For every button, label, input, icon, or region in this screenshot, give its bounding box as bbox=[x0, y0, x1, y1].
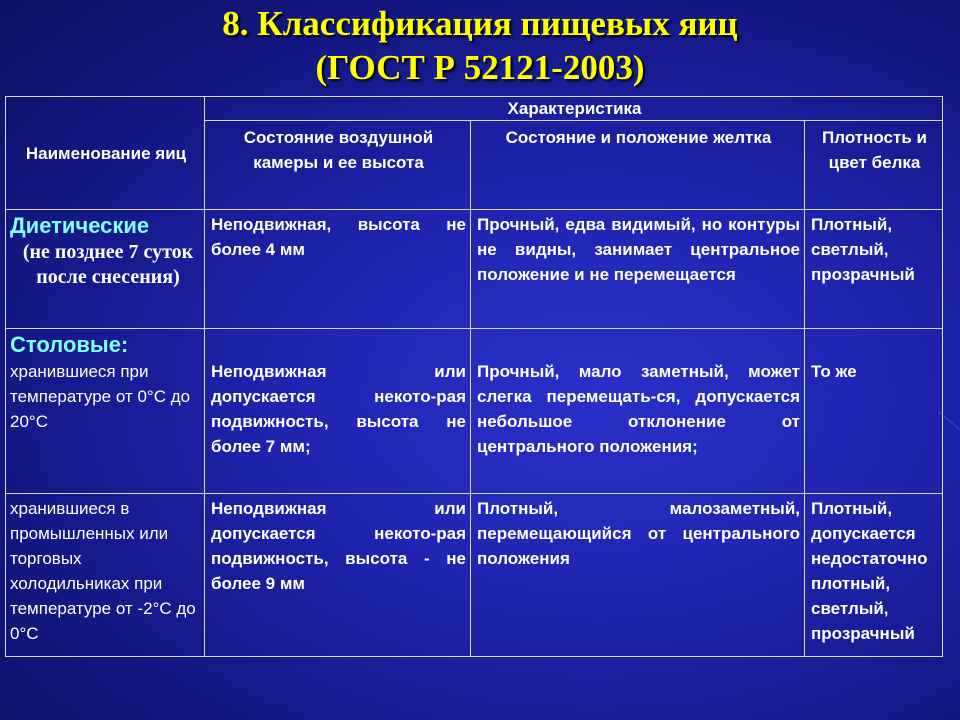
cell-white: Плотный, допускается недостаточно плотный, светлый, прозрачный bbox=[805, 494, 943, 657]
cell-yolk: Плотный, малозаметный, перемещающийся от центрального положения bbox=[471, 494, 805, 657]
category-title: Диетические bbox=[10, 213, 150, 238]
cell-yolk: Прочный, мало заметный, может слегка перемещать-ся, допускается небольшое отклонение от центрального положения; bbox=[471, 329, 805, 494]
cell-white: То же bbox=[805, 329, 943, 494]
header-name: Наименование яиц bbox=[6, 97, 205, 210]
row-cold-storage-name: хранившиеся в промышленных или торговых холодильниках при температуре от -2°С до 0°С bbox=[6, 494, 205, 657]
header-air-chamber: Состояние воздушной камеры и ее высота bbox=[205, 121, 471, 210]
cell-white: Плотный, светлый, прозрачный bbox=[805, 210, 943, 329]
row-dietary-name bbox=[6, 210, 205, 329]
header-yolk: Состояние и положение желтка bbox=[471, 121, 805, 210]
table-header-row-1 bbox=[6, 97, 943, 121]
category-subtitle: (не позднее 7 суток после снесения) bbox=[22, 241, 194, 288]
table-row bbox=[6, 494, 943, 657]
slide-title bbox=[0, 0, 960, 90]
slide-title-line2: (ГОСТ Р 52121-2003) bbox=[315, 48, 645, 87]
egg-classification-table bbox=[5, 96, 943, 657]
header-characteristic: Характеристика bbox=[205, 97, 943, 121]
cell-air-chamber: Неподвижная или допускается некото-рая подвижность, высота не более 7 мм; bbox=[205, 329, 471, 494]
category-title: Столовые: bbox=[10, 332, 129, 357]
cell-air-chamber: Неподвижная или допускается некото-рая подвижность, высота - не более 9 мм bbox=[205, 494, 471, 657]
row-table-name bbox=[6, 329, 205, 494]
slide-title-line1: 8. Классификация пищевых яиц bbox=[222, 4, 738, 43]
table-row bbox=[6, 329, 943, 494]
cell-yolk: Прочный, едва видимый, но контуры не видны, занимает центральное положение и не перемещается bbox=[471, 210, 805, 329]
cell-air-chamber: Неподвижная, высота не более 4 мм bbox=[205, 210, 471, 329]
category-subtitle: хранившиеся при температуре от 0°С до 20°С bbox=[10, 362, 191, 431]
header-white: Плотность и цвет белка bbox=[805, 121, 943, 210]
table-row bbox=[6, 210, 943, 329]
